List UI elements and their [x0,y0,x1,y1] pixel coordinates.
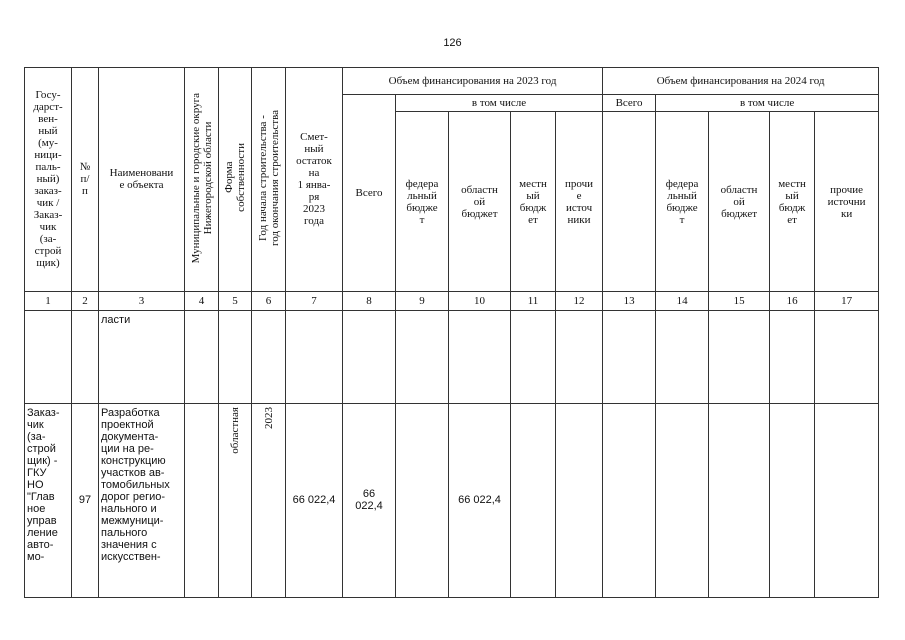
column-number-row [25,291,879,310]
cell-other-2024 [815,310,879,403]
cell-number [72,310,99,403]
cell-total-2023: 66 022,4 [343,403,396,598]
cell-local-2023 [511,403,556,598]
column-number: 16 [770,291,815,310]
header-group-2023: Объем финансирования на 2023 год [343,68,603,95]
header-incl-2023: в том числе [396,95,603,112]
header-group-2024: Объем финансирования на 2024 год [603,68,879,95]
header-municipality-text: Муниципальные и городские округа Нижегородской области [189,92,214,263]
column-number: 7 [286,291,343,310]
cell-estimate: 66 022,4 [286,403,343,598]
cell-federal-2023 [396,403,449,598]
column-number: 1 [25,291,72,310]
column-number: 15 [709,291,770,310]
column-number: 11 [511,291,556,310]
cell-federal-2024 [656,403,709,598]
cell-regional-2023: 66 022,4 [449,403,511,598]
table-row [25,310,879,403]
header-ownership [219,68,252,292]
header-total-2024-empty [603,112,656,291]
cell-ownership [219,310,252,403]
column-number: 8 [343,291,396,310]
header-total-2023: Всего [343,95,396,291]
cell-ownership [219,403,252,598]
column-number: 4 [185,291,219,310]
cell-estimate [286,310,343,403]
cell-regional-2024 [709,310,770,403]
cell-customer [25,310,72,403]
column-number: 10 [449,291,511,310]
header-local-2023: местн ый бюдж ет [511,112,556,291]
cell-other-2024 [815,403,879,598]
header-ownership-text: Форма собственности [223,143,247,213]
cell-federal-2024 [656,310,709,403]
header-incl-2024: в том числе [656,95,879,112]
cell-ownership-text: областная [229,406,241,454]
cell-years-text: 2023 [262,406,275,429]
cell-other-2023 [556,310,603,403]
cell-total-2023 [343,310,396,403]
header-regional-2023: областн ой бюджет [449,112,511,291]
header-federal-2024: федера льный бюдже т [656,112,709,291]
cell-local-2023 [511,310,556,403]
header-regional-2024: областн ой бюджет [709,112,770,291]
cell-local-2024 [770,403,815,598]
cell-municipality [185,403,219,598]
cell-object-name: ласти [99,310,185,403]
header-years [252,68,286,292]
column-number: 2 [72,291,99,310]
header-municipality [185,68,219,292]
column-number: 14 [656,291,709,310]
column-number: 12 [556,291,603,310]
cell-total-2024 [603,310,656,403]
column-number: 5 [219,291,252,310]
cell-customer: Заказ- чик (за- строй щик) - ГКУ НО "Глав ное управ ление авто- мо- [25,403,72,598]
cell-years [252,310,286,403]
cell-local-2024 [770,310,815,403]
cell-object-name: Разработка проектной документа- ции на ре- конструкцию участков ав- томобильных дорог регио- нального и межмуници- пального значения с искусствен- [99,403,185,598]
header-federal-2023: федера льный бюдже т [396,112,449,291]
column-number: 3 [99,291,185,310]
cell-regional-2024 [709,403,770,598]
cell-years [252,403,286,598]
column-number: 9 [396,291,449,310]
cell-number: 97 [72,403,99,598]
table-row [25,403,879,598]
header-customer: Госу- дарст- вен- ный (му- ници- паль- ный) заказ- чик / Заказ- чик (за- строй щик) [25,68,72,292]
header-object-name: Наименовани е объекта [99,68,185,292]
header-number: № п/ п [72,68,99,292]
header-other-2024: прочие источни ки [815,112,879,291]
cell-regional-2023 [449,310,511,403]
header-local-2024: местн ый бюдж ет [770,112,815,291]
financing-table [24,67,879,598]
header-years-text: Год начала строительства - год окончания строительства [256,109,281,246]
page-number: 126 [443,37,462,49]
header-other-2023: прочи е источ ники [556,112,603,291]
column-number: 13 [603,291,656,310]
cell-municipality [185,310,219,403]
cell-other-2023 [556,403,603,598]
cell-total-2024 [603,403,656,598]
column-number: 17 [815,291,879,310]
column-number: 6 [252,291,286,310]
header-total-2024: Всего [603,95,656,112]
cell-federal-2023 [396,310,449,403]
header-estimate: Смет- ный остаток на 1 янва- ря 2023 года [286,68,343,292]
